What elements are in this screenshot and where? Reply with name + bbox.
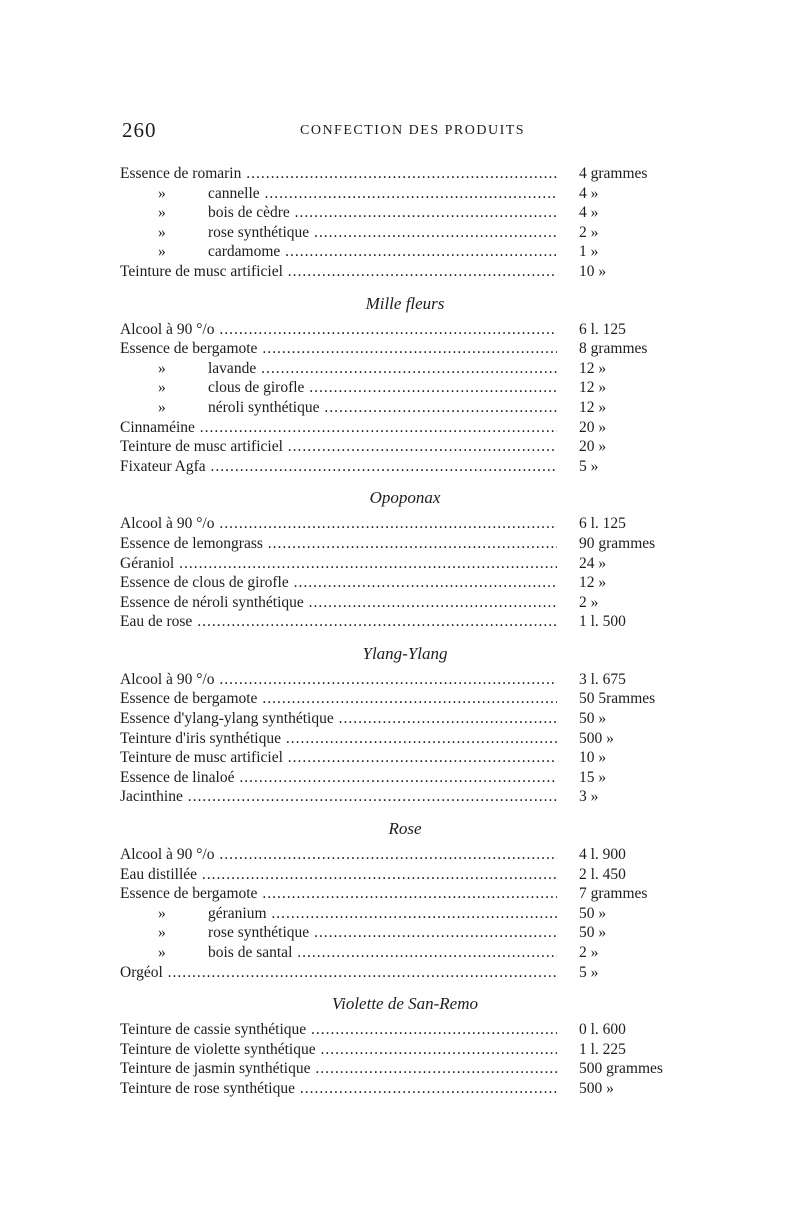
ditto-mark: » bbox=[158, 904, 166, 922]
ingredient-label bbox=[120, 1040, 557, 1060]
ingredient-row bbox=[120, 729, 690, 749]
ingredient-row bbox=[120, 748, 690, 768]
ingredient-label bbox=[120, 612, 557, 632]
ingredient-label bbox=[120, 729, 557, 749]
ingredient-row bbox=[120, 689, 690, 709]
ingredient-name: Alcool à 90 °/o bbox=[120, 515, 215, 533]
ingredient-label bbox=[120, 963, 557, 983]
ingredient-row bbox=[120, 1059, 690, 1079]
ditto-mark: » bbox=[158, 184, 166, 202]
ingredient-name: néroli synthétique bbox=[208, 398, 320, 416]
page-number: 260 bbox=[122, 118, 157, 142]
ingredient-name: géranium bbox=[208, 904, 267, 922]
ingredient-name: Alcool à 90 °/o bbox=[120, 846, 215, 864]
ingredient-name: Essence de clous de girofle bbox=[120, 574, 289, 592]
ingredient-label bbox=[120, 262, 557, 282]
ingredient-amount: 24 » bbox=[579, 554, 607, 572]
ingredient-amount: 2 » bbox=[579, 593, 599, 611]
ingredient-row bbox=[120, 378, 690, 398]
ingredient-row bbox=[120, 534, 690, 554]
ingredient-row bbox=[120, 457, 690, 477]
recipe-list bbox=[120, 164, 690, 1099]
ingredient-amount: 50 » bbox=[579, 904, 607, 922]
ingredient-name: Teinture de violette synthétique bbox=[120, 1040, 316, 1058]
ingredient-row bbox=[120, 709, 690, 729]
ingredient-amount: 8 grammes bbox=[579, 340, 648, 358]
recipe-title: Ylang-Ylang bbox=[362, 643, 448, 663]
ingredient-row bbox=[120, 593, 690, 613]
ditto-mark: » bbox=[158, 359, 166, 377]
ingredient-row bbox=[120, 943, 690, 963]
ingredient-row bbox=[120, 573, 690, 593]
ingredient-name: lavande bbox=[208, 359, 257, 377]
ingredient-name: Teinture de jasmin synthétique bbox=[120, 1060, 311, 1078]
ingredient-row bbox=[120, 612, 690, 632]
ingredient-amount: 12 » bbox=[579, 379, 607, 397]
ingredient-amount: 15 » bbox=[579, 768, 607, 786]
ingredient-amount: 500 » bbox=[579, 729, 614, 747]
ingredient-name: Eau de rose bbox=[120, 613, 193, 631]
ingredient-name: Essence de bergamote bbox=[120, 885, 258, 903]
ingredient-amount: 0 l. 600 bbox=[579, 1021, 626, 1039]
ingredient-label bbox=[120, 1059, 557, 1079]
ingredient-label bbox=[120, 378, 557, 398]
ingredient-label bbox=[120, 865, 557, 885]
ingredient-amount: 10 » bbox=[579, 262, 607, 280]
ingredient-row bbox=[120, 223, 690, 243]
ingredient-label bbox=[120, 1079, 557, 1099]
ingredient-amount: 3 » bbox=[579, 788, 599, 806]
ingredient-name: Alcool à 90 °/o bbox=[120, 670, 215, 688]
ingredient-name: Jacinthine bbox=[120, 788, 183, 806]
ingredient-row bbox=[120, 768, 690, 788]
ingredient-name: Eau distillée bbox=[120, 865, 198, 883]
ingredient-label bbox=[120, 748, 557, 768]
ingredient-amount: 12 » bbox=[579, 359, 607, 377]
ingredient-row bbox=[120, 164, 690, 184]
ditto-mark: » bbox=[158, 924, 166, 942]
ingredient-row bbox=[120, 1040, 690, 1060]
ditto-mark: » bbox=[158, 379, 166, 397]
ingredient-row bbox=[120, 963, 690, 983]
ingredient-label bbox=[120, 398, 557, 418]
ingredient-amount: 90 grammes bbox=[579, 534, 656, 552]
ingredient-amount: 2 l. 450 bbox=[579, 865, 626, 883]
ingredient-label bbox=[120, 573, 557, 593]
ingredient-row bbox=[120, 184, 690, 204]
ingredient-label bbox=[120, 768, 557, 788]
ingredient-amount: 2 » bbox=[579, 223, 599, 241]
ingredient-row bbox=[120, 1079, 690, 1099]
recipe-title: Opoponax bbox=[369, 488, 441, 508]
ingredient-amount: 1 » bbox=[579, 243, 599, 261]
ditto-mark: » bbox=[158, 223, 166, 241]
ingredient-amount: 12 » bbox=[579, 574, 607, 592]
ingredient-row bbox=[120, 787, 690, 807]
ingredient-amount: 4 grammes bbox=[579, 165, 648, 182]
ingredient-name: clous de girofle bbox=[208, 379, 305, 397]
ingredient-name: Essence de lemongrass bbox=[120, 534, 263, 552]
ingredient-amount: 3 l. 675 bbox=[579, 670, 626, 688]
ingredient-name: bois de cèdre bbox=[208, 204, 290, 222]
ingredient-amount: 50 » bbox=[579, 924, 607, 942]
ingredient-amount: 7 grammes bbox=[579, 885, 648, 903]
recipe-title: Mille fleurs bbox=[365, 293, 445, 313]
ingredient-name: Géraniol bbox=[120, 554, 175, 572]
ingredient-label bbox=[120, 593, 557, 613]
ingredient-row bbox=[120, 923, 690, 943]
ingredient-amount: 10 » bbox=[579, 749, 607, 767]
ingredient-label bbox=[120, 689, 557, 709]
ingredient-label bbox=[120, 670, 557, 690]
ingredient-row bbox=[120, 904, 690, 924]
ingredient-row bbox=[120, 398, 690, 418]
ingredient-label bbox=[120, 184, 557, 204]
ingredient-row bbox=[120, 670, 690, 690]
ingredient-name: Teinture de musc artificiel bbox=[120, 749, 283, 767]
ingredient-label bbox=[120, 904, 557, 924]
ingredient-name: Teinture de cassie synthétique bbox=[120, 1021, 307, 1039]
ingredient-label bbox=[120, 554, 557, 574]
ingredient-name: rose synthétique bbox=[208, 223, 310, 241]
ingredient-label bbox=[120, 418, 557, 438]
ingredient-amount: 50 5rammes bbox=[579, 690, 656, 708]
ingredient-name: cardamome bbox=[208, 243, 281, 261]
ingredient-label bbox=[120, 339, 557, 359]
ditto-mark: » bbox=[158, 204, 166, 222]
ingredient-amount: 1 l. 225 bbox=[579, 1040, 626, 1058]
ingredient-label bbox=[120, 164, 557, 184]
ingredient-name: Fixateur Agfa bbox=[120, 457, 206, 475]
ingredient-label bbox=[120, 534, 557, 554]
running-title: CONFECTION DES PRODUITS bbox=[300, 123, 526, 138]
ingredient-name: Cinnaméine bbox=[120, 418, 195, 436]
ingredient-amount: 20 » bbox=[579, 438, 607, 456]
ingredient-name: Essence de bergamote bbox=[120, 340, 258, 358]
ingredient-label bbox=[120, 787, 557, 807]
ingredient-amount: 500 » bbox=[579, 1079, 614, 1097]
ingredient-amount: 5 » bbox=[579, 963, 599, 981]
ingredient-label bbox=[120, 223, 557, 243]
ingredient-amount: 1 l. 500 bbox=[579, 613, 626, 631]
ingredient-name: Essence de bergamote bbox=[120, 690, 258, 708]
ingredient-amount: 5 » bbox=[579, 457, 599, 475]
ingredient-amount: 20 » bbox=[579, 418, 607, 436]
ingredient-row bbox=[120, 554, 690, 574]
recipe-title: Rose bbox=[388, 819, 422, 839]
ingredient-label bbox=[120, 884, 557, 904]
ingredient-name: Alcool à 90 °/o bbox=[120, 320, 215, 338]
ingredient-label bbox=[120, 1020, 557, 1040]
ingredient-label bbox=[120, 845, 557, 865]
ingredient-row bbox=[120, 865, 690, 885]
ingredient-name: rose synthétique bbox=[208, 924, 310, 942]
ingredient-row bbox=[120, 884, 690, 904]
ingredient-name: Teinture d'iris synthétique bbox=[120, 729, 281, 747]
page-header bbox=[122, 118, 682, 144]
ingredient-name: bois de santal bbox=[208, 944, 293, 961]
ingredient-label bbox=[120, 359, 557, 379]
ingredient-amount: 12 » bbox=[579, 398, 607, 416]
ingredient-name: Essence de néroli synthétique bbox=[120, 593, 304, 611]
ingredient-row bbox=[120, 845, 690, 865]
ingredient-row bbox=[120, 203, 690, 223]
ingredient-amount: 2 » bbox=[579, 944, 599, 961]
ingredient-label bbox=[120, 514, 557, 534]
ingredient-row bbox=[120, 262, 690, 282]
ingredient-name: Essence de romarin bbox=[120, 165, 242, 182]
ingredient-name: cannelle bbox=[208, 184, 260, 202]
ingredient-amount: 4 » bbox=[579, 204, 599, 222]
ingredient-row bbox=[120, 1020, 690, 1040]
ingredient-label bbox=[120, 203, 557, 223]
ingredient-label bbox=[120, 923, 557, 943]
ingredient-row bbox=[120, 359, 690, 379]
ingredient-name: Teinture de rose synthétique bbox=[120, 1079, 295, 1097]
ditto-mark: » bbox=[158, 398, 166, 416]
ingredient-name: Essence de linaloé bbox=[120, 768, 235, 786]
recipe-title: Violette de San-Remo bbox=[331, 994, 479, 1014]
ingredient-name: Teinture de musc artificiel bbox=[120, 262, 283, 280]
ingredient-row bbox=[120, 437, 690, 457]
ingredient-row bbox=[120, 514, 690, 534]
ingredient-amount: 6 l. 125 bbox=[579, 320, 626, 338]
ingredient-amount: 4 l. 900 bbox=[579, 846, 626, 864]
ingredient-label bbox=[120, 709, 557, 729]
ingredient-label bbox=[120, 242, 557, 262]
ingredient-label bbox=[120, 320, 557, 340]
ingredient-amount: 6 l. 125 bbox=[579, 515, 626, 533]
ingredient-label bbox=[120, 437, 557, 457]
ingredient-amount: 50 » bbox=[579, 710, 607, 728]
ingredient-name: Orgéol bbox=[120, 963, 163, 981]
ingredient-row bbox=[120, 418, 690, 438]
ditto-mark: » bbox=[158, 243, 166, 261]
ingredient-label bbox=[120, 457, 557, 477]
ingredient-row bbox=[120, 339, 690, 359]
ingredient-label bbox=[120, 943, 557, 963]
ingredient-row bbox=[120, 320, 690, 340]
ingredient-amount: 4 » bbox=[579, 184, 599, 202]
ingredient-row bbox=[120, 242, 690, 262]
ditto-mark: » bbox=[158, 944, 166, 961]
ingredient-name: Teinture de musc artificiel bbox=[120, 438, 283, 456]
ingredient-name: Essence d'ylang-ylang synthétique bbox=[120, 710, 334, 728]
ingredient-amount: 500 grammes bbox=[579, 1060, 663, 1078]
